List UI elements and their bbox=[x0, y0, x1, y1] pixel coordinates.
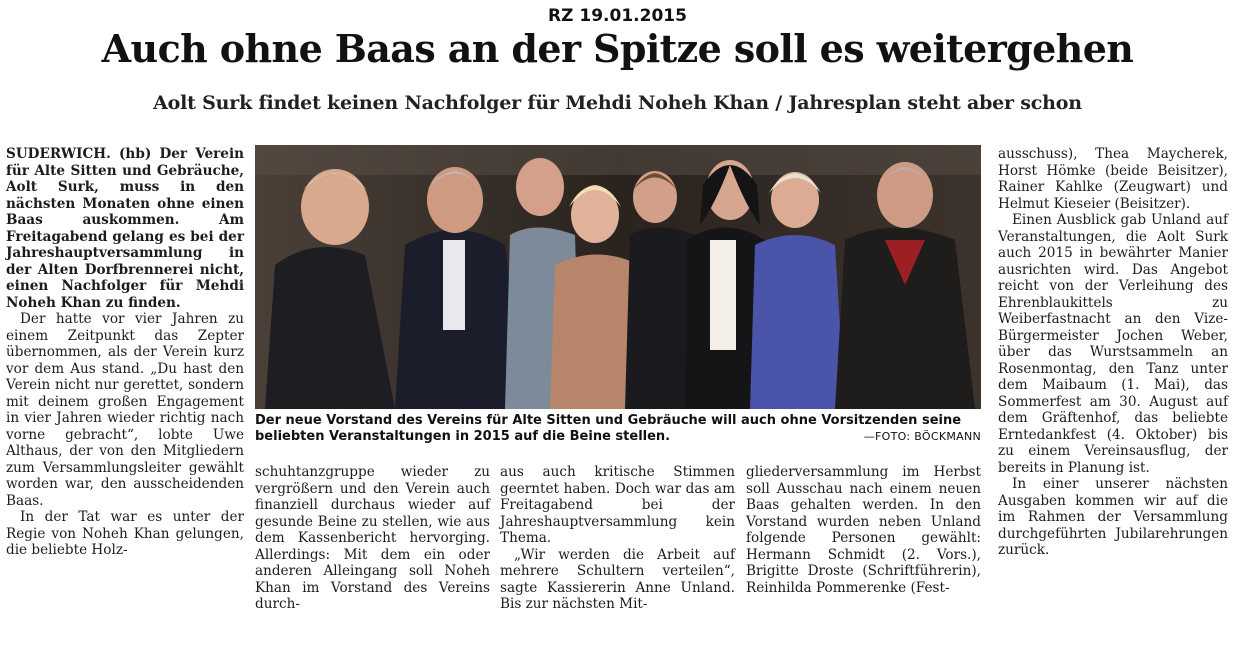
group-photo bbox=[255, 145, 981, 409]
article-column-4 bbox=[746, 464, 981, 596]
body-paragraph: schuhtanzgruppe wieder zu vergrößern und den Verein auch finanziell durchaus wieder auf gesunde Beine zu stellen, wie aus dem Kassenbericht hervorging. Allerdings: Mit dem ein oder anderen Alleingang soll Noheh Khan im Vorstand des Vereins durch- bbox=[255, 464, 490, 612]
lead-text: Der Verein für Alte Sitten und Gebräuche, Aolt Surk, muss in den nächsten Monaten ohne einen Baas auskommen. Am Freitagabend gelang es bei der Jahreshauptversammlung in der Alten Dorfbrennerei nicht, einen Nachfolger für Mehdi Noheh Khan zu finden. bbox=[6, 146, 245, 311]
body-paragraph: In der Tat war es unter der Regie von Noheh Khan gelungen, die beliebte Holz- bbox=[6, 509, 244, 558]
headline: Auch ohne Baas an der Spitze soll es weitergehen bbox=[101, 26, 1134, 71]
page-tag: RZ 19.01.2015 bbox=[548, 6, 687, 26]
body-paragraph: ausschuss), Thea Maycherek, Horst Hömke (beide Beisitzer), Rainer Kahlke (Zeugwart) und Helmut Kieseier (Beisitzer). bbox=[998, 146, 1228, 212]
body-paragraph: In einer unserer nächsten Ausgaben kommen wir auf die im Rahmen der Versammlung durchgeführten Jubilarehrungen zurück. bbox=[998, 476, 1228, 558]
body-paragraph: gliederversammlung im Herbst soll Ausschau nach einem neuen Baas gehalten werden. In den Vorstand wurden neben Unland folgende Personen gewählt: Hermann Schmidt (2. Vors.), Brigitte Droste (Schriftführerin), Reinhilda Pommerenke (Fest- bbox=[746, 464, 981, 596]
body-paragraph: Der hatte vor vier Jahren zu einem Zeitpunkt das Zepter übernommen, als der Verein kurz vor dem Aus stand. „Du hast den Verein nicht nur gerettet, sondern mit deinem großen Engagement in vier Jahren wieder richtig nach vorne gebracht“, lobte Uwe Althaus, der von den Mitgliedern zum Versammlungsleiter gewählt worden war, den ausscheidenden Baas. bbox=[6, 311, 244, 509]
subheadline: Aolt Surk findet keinen Nachfolger für Mehdi Noheh Khan / Jahresplan steht aber schon bbox=[153, 92, 1082, 114]
body-paragraph: „Wir werden die Arbeit auf mehrere Schultern verteilen“, sagte Kassiererin Anne Unland. Bis zur nächsten Mit- bbox=[500, 546, 735, 612]
body-paragraph: aus auch kritische Stimmen geerntet haben. Doch war das am Freitagabend bei der Jahreshauptversammlung kein Thema. bbox=[500, 464, 735, 546]
article-column-5 bbox=[998, 146, 1228, 559]
dateline: SUDERWICH. (hb) bbox=[6, 146, 152, 162]
lead-paragraph bbox=[6, 146, 244, 311]
photo-caption bbox=[255, 413, 981, 445]
caption-text: Der neue Vorstand des Vereins für Alte Sitten und Gebräuche will auch ohne Vorsitzenden seine beliebten Veranstaltungen in 2015 auf die Beine stellen. bbox=[255, 413, 962, 444]
article-column-2 bbox=[255, 464, 490, 613]
body-paragraph: Einen Ausblick gab Unland auf Veranstaltungen, die Aolt Surk auch 2015 in bewährter Manier ausrichten wird. Das Angebot reicht von der Verleihung des Ehrenblaukittels zu Weiberfastnacht an den Vize-Bürgermeister Jochen Weber, über das Wurstsammeln an Rosenmontag, den Tanz unter dem Maibaum (1. Mai), das Sommerfest am 30. August auf dem Gräftenhof, das beliebte Erntedankfest (4. Oktober) bis zu einem Vereinsausflug, der bereits in Planung ist. bbox=[998, 212, 1228, 476]
photo-credit: —FOTO: BÖCKMANN bbox=[863, 430, 981, 443]
article-column-3 bbox=[500, 464, 735, 613]
article-column-1 bbox=[6, 146, 244, 559]
